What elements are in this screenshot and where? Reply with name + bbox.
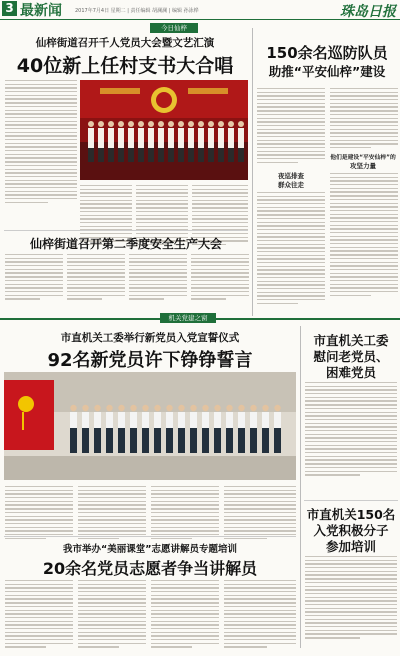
story7-headline-line3: 参加培训 — [325, 539, 376, 554]
section-title: 最新闻 — [20, 3, 62, 19]
story5-headline: 92名新党员许下铮铮誓言 — [47, 350, 253, 371]
section-tag-top: 今日仙梓 — [150, 23, 198, 33]
story8-headline: 20余名党员志愿者争当讲解员 — [42, 559, 258, 578]
story8-col-1 — [5, 580, 73, 650]
story2-headline-line2: 助推“平安仙梓”建设 — [268, 64, 386, 79]
story6-headline-line2: 慰问老党员、 — [313, 349, 389, 364]
column-divider — [252, 28, 253, 316]
story1-kicker: 仙梓街道召开千人党员大会暨文艺汇演 — [35, 37, 215, 49]
story4-col-3 — [129, 254, 187, 302]
story7-col — [305, 556, 397, 641]
story8-col-4 — [224, 580, 296, 650]
story3-subhead-line1: 他们是建设“平安仙梓”的 — [330, 155, 396, 161]
story5-photo — [4, 372, 296, 480]
story5-kicker: 市直机关工委举行新党员入党宣誓仪式 — [60, 332, 240, 344]
story7-top-rule — [304, 500, 398, 501]
story6-col — [305, 382, 397, 478]
story5-col-1 — [5, 486, 73, 541]
newspaper-brand: 珠岛日报 — [340, 4, 396, 20]
story5-col-3 — [151, 486, 219, 541]
column-divider-2 — [300, 326, 301, 648]
story2b-subhead-line2: 群众往走 — [278, 181, 304, 189]
story2-col-1 — [257, 88, 325, 165]
story4-col-1 — [5, 254, 63, 302]
story2-col-2 — [330, 88, 398, 151]
story8-col-3 — [151, 580, 219, 650]
page-header — [0, 0, 400, 20]
story4-headline: 仙梓街道召开第二季度安全生产大会 — [29, 237, 222, 251]
story4-col-4 — [191, 254, 249, 302]
story2b-subhead-line1: 夜巡排查 — [278, 172, 304, 180]
story2-col-2b — [330, 173, 398, 298]
story6-headline-line1: 市直机关工委 — [313, 333, 389, 348]
story7-headline-line1: 市直机关150名 — [306, 507, 396, 522]
section-tag-mid: 机关党建之窗 — [160, 313, 216, 323]
story8-col-2 — [78, 580, 146, 650]
story2-headline-line1: 150余名巡防队员 — [266, 44, 388, 62]
story1-photo — [80, 80, 248, 180]
story4-top-rule — [4, 230, 248, 231]
story1-headline: 40位新上任村支书大合唱 — [16, 55, 234, 77]
story6-headline-line3: 困难党员 — [325, 365, 376, 380]
story8-top-rule — [4, 536, 296, 537]
story5-col-2 — [78, 486, 146, 541]
story3-subhead-line2: 攻坚力量 — [350, 162, 376, 170]
story1-col-1 — [5, 80, 77, 205]
issue-meta: 2017年7月4日 星期二 | 责任编辑 胡澜澜 | 编辑 孙泳桦 — [75, 8, 199, 14]
page-number: 3 — [2, 1, 17, 16]
story2-col-1b — [257, 192, 325, 306]
story5-col-4 — [224, 486, 296, 541]
story4-col-2 — [67, 254, 125, 302]
story7-headline-line2: 入党积极分子 — [313, 523, 389, 538]
story8-kicker: 我市举办“美丽课堂”志愿讲解员专题培训 — [63, 544, 237, 555]
